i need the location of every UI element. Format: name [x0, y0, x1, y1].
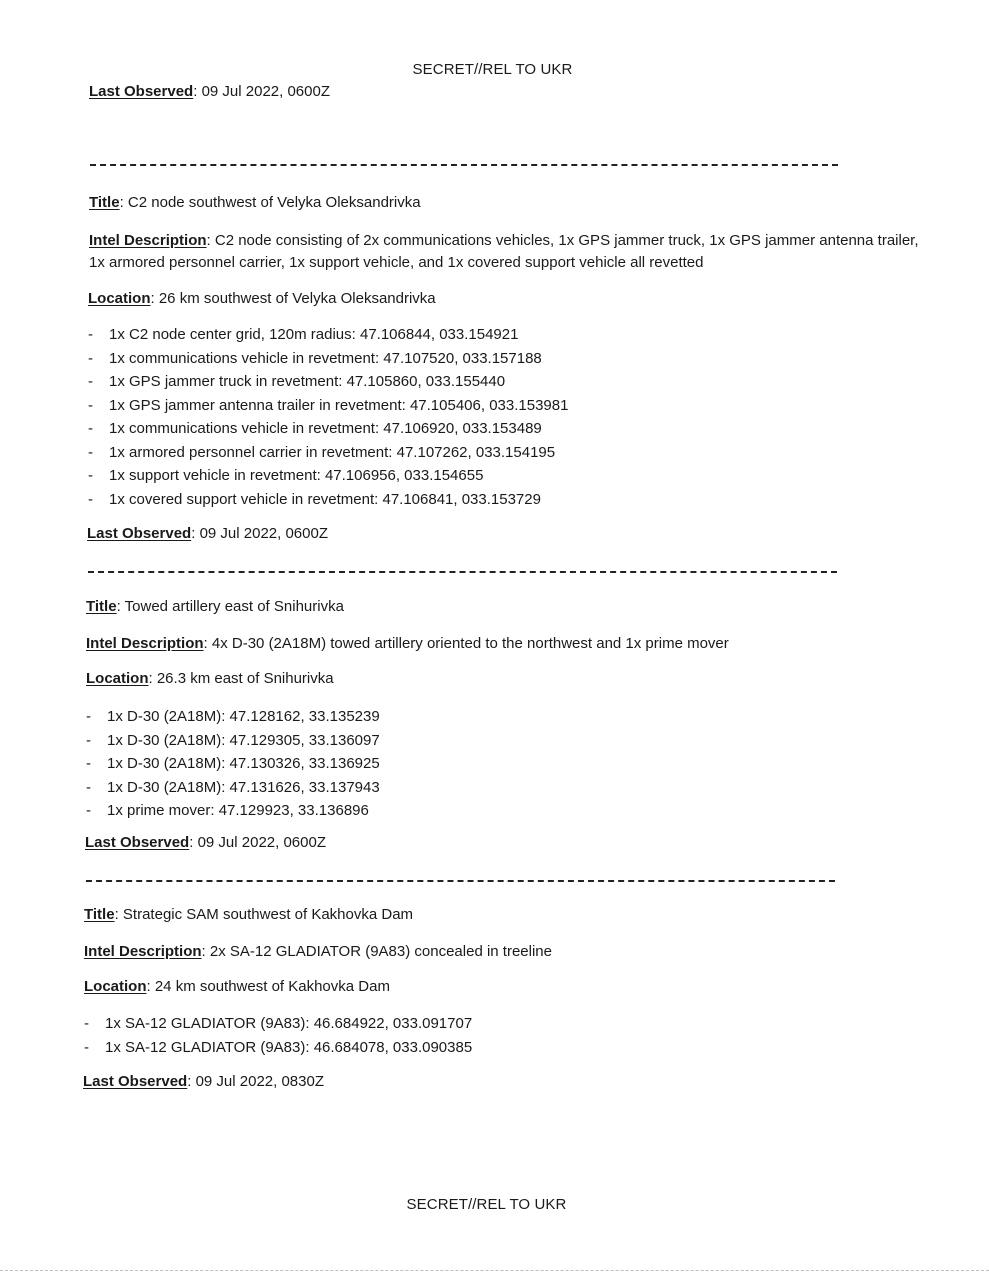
entry-location: Location: 24 km southwest of Kakhovka Dam [84, 978, 390, 995]
last-observed-value: 09 Jul 2022, 0830Z [195, 1073, 324, 1090]
section-divider [88, 571, 837, 573]
location-value: 24 km southwest of Kakhovka Dam [154, 978, 390, 995]
target-list [88, 326, 568, 514]
classification-header: SECRET//REL TO UKR [412, 61, 573, 78]
list-item-text: 1x GPS jammer antenna trailer in revetment: 47.105406, 033.153981 [109, 396, 569, 414]
list-item [86, 802, 380, 826]
last-observed-value: 09 Jul 2022, 0600Z [201, 83, 330, 100]
list-item-text: 1x GPS jammer truck in revetment: 47.105860, 033.155440 [109, 373, 506, 390]
title-label: Title [89, 194, 120, 211]
bullet-dash: - [88, 443, 93, 461]
list-item [86, 732, 380, 756]
bullet-dash: - [86, 708, 91, 725]
entry-title: Title: Towed artillery east of Snihurivka [86, 598, 344, 615]
intel-description-label: Intel Description [89, 232, 207, 249]
entry-title: Title: Strategic SAM southwest of Kakhovka Dam [84, 906, 414, 923]
bullet-dash: - [86, 755, 91, 772]
target-list [86, 708, 380, 826]
intel-description-value: C2 node consisting of 2x communications vehicles, 1x GPS jammer truck, 1x GPS jammer antenna trailer, 1x armored personnel carrier, 1x support vehicle, and 1x covered support vehicle all revetted [89, 232, 919, 271]
location-value: 26.3 km east of Snihurivka [156, 670, 334, 687]
last-observed-label: Last Observed [85, 834, 190, 851]
entry-last-observed: Last Observed: 09 Jul 2022, 0600Z [87, 525, 328, 542]
intel-description-label: Intel Description [86, 635, 204, 652]
last-observed-value: 09 Jul 2022, 0600Z [199, 525, 328, 542]
list-item-text: 1x armored personnel carrier in revetment: 47.107262, 033.154195 [109, 443, 556, 461]
list-item-text: 1x SA-12 GLADIATOR (9A83): 46.684078, 033.090385 [105, 1038, 473, 1056]
list-item [88, 420, 568, 444]
title-value: Strategic SAM southwest of Kakhovka Dam [122, 906, 414, 923]
bullet-dash: - [88, 349, 93, 367]
title-value: C2 node southwest of Velyka Oleksandrivka [127, 194, 421, 211]
list-item [86, 779, 380, 803]
bullet-dash: - [88, 326, 93, 343]
entry-intel-description: Intel Description: 2x SA-12 GLADIATOR (9A83) concealed in treeline [84, 943, 552, 960]
intel-description-value: 2x SA-12 GLADIATOR (9A83) concealed in treeline [209, 943, 552, 960]
bullet-dash: - [86, 731, 91, 749]
title-value: Towed artillery east of Snihurivka [124, 598, 344, 615]
list-item-text: 1x communications vehicle in revetment: 47.106920, 033.153489 [109, 420, 542, 437]
list-item-text: 1x C2 node center grid, 120m radius: 47.106844, 033.154921 [109, 326, 519, 343]
title-label: Title [86, 598, 117, 615]
bullet-dash: - [88, 490, 93, 508]
list-item [88, 467, 568, 491]
list-item-text: 1x D-30 (2A18M): 47.131626, 33.137943 [107, 778, 380, 796]
entry-last-observed: Last Observed: 09 Jul 2022, 0830Z [83, 1073, 324, 1090]
intel-description-label: Intel Description [84, 943, 202, 960]
entry-location: Location: 26 km southwest of Velyka Oleksandrivka [88, 290, 436, 307]
list-item-text: 1x D-30 (2A18M): 47.128162, 33.135239 [107, 708, 380, 725]
entry-title: Title: C2 node southwest of Velyka Oleksandrivka [89, 194, 421, 211]
list-item [88, 444, 568, 468]
list-item-text: 1x D-30 (2A18M): 47.129305, 33.136097 [107, 731, 380, 749]
carryover-last-observed: Last Observed: 09 Jul 2022, 0600Z [89, 83, 330, 100]
list-item [84, 1039, 472, 1063]
bullet-dash: - [86, 802, 91, 819]
bullet-dash: - [84, 1015, 89, 1032]
title-label: Title [84, 906, 115, 923]
location-label: Location [86, 670, 149, 687]
list-item [88, 373, 568, 397]
list-item [84, 1015, 472, 1039]
entry-last-observed: Last Observed: 09 Jul 2022, 0600Z [85, 834, 326, 851]
list-item [88, 326, 568, 350]
last-observed-value: 09 Jul 2022, 0600Z [197, 834, 326, 851]
list-item-text: 1x prime mover: 47.129923, 33.136896 [107, 802, 369, 819]
list-item [88, 397, 568, 421]
section-divider [86, 880, 835, 882]
last-observed-label: Last Observed [87, 525, 192, 542]
target-list [84, 1015, 472, 1062]
entry-intel-description: Intel Description: C2 node consisting of 2x communications vehicles, 1x GPS jammer truck, 1x GPS jammer antenna trailer, 1x armored personnel carrier, 1x support vehicle, and 1x covered support vehicle all revetted [89, 232, 919, 271]
list-item [86, 708, 380, 732]
last-observed-label: Last Observed [89, 83, 194, 100]
list-item [88, 491, 568, 515]
bullet-dash: - [88, 467, 93, 484]
location-label: Location [88, 290, 151, 307]
bullet-dash: - [84, 1038, 89, 1056]
list-item-text: 1x communications vehicle in revetment: 47.107520, 033.157188 [109, 349, 542, 367]
list-item [88, 350, 568, 374]
scan-edge-line [0, 1270, 989, 1271]
last-observed-label: Last Observed [83, 1073, 188, 1090]
section-divider [90, 164, 838, 166]
bullet-dash: - [88, 396, 93, 414]
list-item-text: 1x support vehicle in revetment: 47.106956, 033.154655 [109, 467, 484, 484]
entry-location: Location: 26.3 km east of Snihurivka [86, 670, 334, 687]
location-value: 26 km southwest of Velyka Oleksandrivka [158, 290, 436, 307]
bullet-dash: - [86, 778, 91, 796]
location-label: Location [84, 978, 147, 995]
intel-description-value: 4x D-30 (2A18M) towed artillery oriented to the northwest and 1x prime mover [211, 635, 729, 652]
list-item [86, 755, 380, 779]
list-item-text: 1x D-30 (2A18M): 47.130326, 33.136925 [107, 755, 380, 772]
list-item-text: 1x SA-12 GLADIATOR (9A83): 46.684922, 033.091707 [105, 1015, 473, 1032]
bullet-dash: - [88, 420, 93, 437]
entry-intel-description: Intel Description: 4x D-30 (2A18M) towed artillery oriented to the northwest and 1x prime mover [86, 635, 729, 652]
bullet-dash: - [88, 373, 93, 390]
classification-footer: SECRET//REL TO UKR [406, 1196, 567, 1213]
list-item-text: 1x covered support vehicle in revetment: 47.106841, 033.153729 [109, 490, 541, 508]
